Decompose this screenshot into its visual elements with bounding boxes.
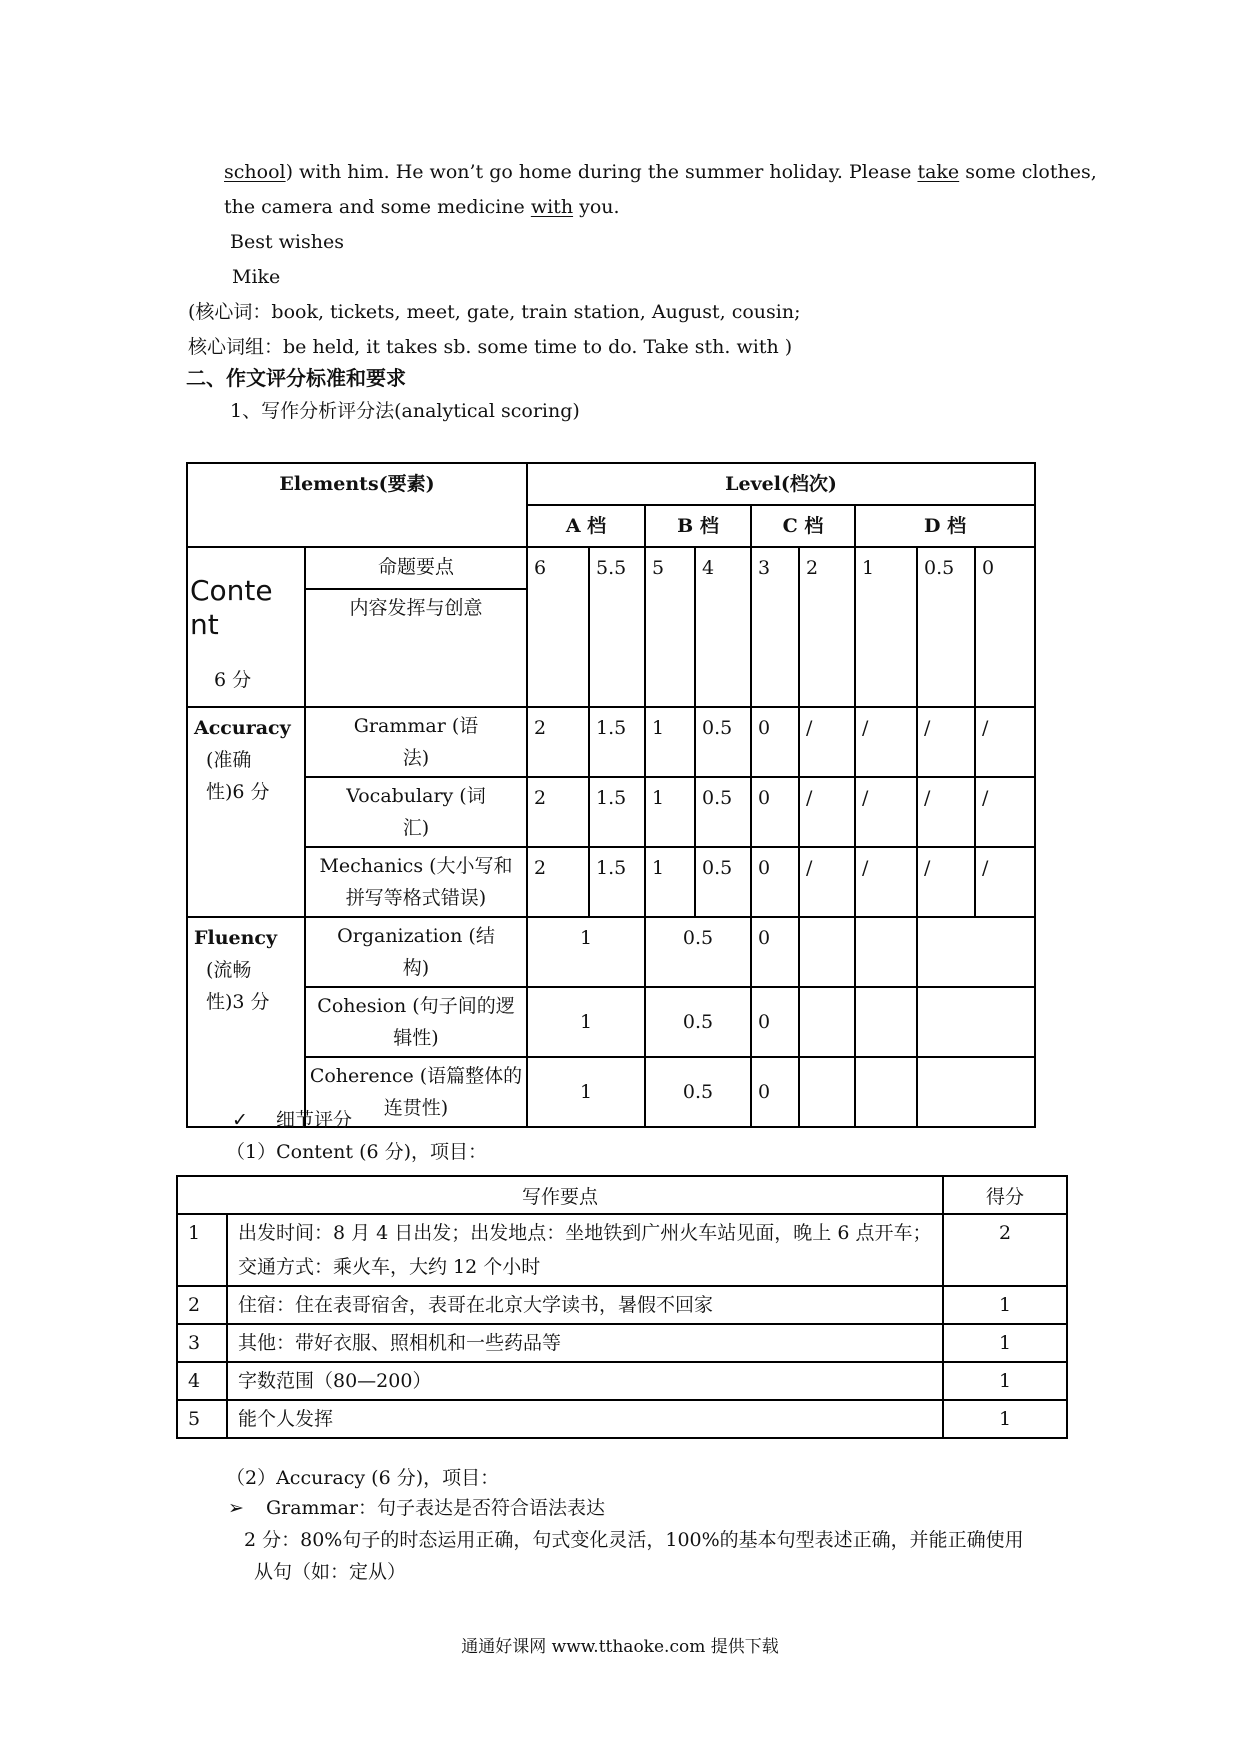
level-cell: 2: [527, 777, 589, 847]
level-cell: 0: [751, 777, 799, 847]
rubric-table: [186, 462, 1036, 1128]
item-score: 1: [943, 1324, 1067, 1362]
item-score: 1: [943, 1400, 1067, 1438]
empty-cell: [917, 917, 1035, 987]
empty-cell: [855, 1057, 917, 1127]
level-cell: 0.5: [695, 847, 751, 917]
content-items-table: [176, 1175, 1068, 1439]
level-cell: 0.5: [645, 1057, 751, 1127]
detail-heading: [232, 1108, 352, 1132]
elements-header: Elements(要素): [187, 463, 527, 547]
item-number: 3: [177, 1324, 227, 1362]
fluency-element: [187, 917, 305, 1127]
item-text: 字数范围（80—200）: [227, 1362, 943, 1400]
underlined-word: take: [917, 161, 960, 183]
core-phrases: 核心词组：be held, it takes sb. some time to do. Take sth. with ): [188, 336, 793, 358]
letter-text: the camera and some medicine: [224, 196, 531, 218]
level-cell: /: [975, 847, 1035, 917]
level-cell: 1: [645, 777, 695, 847]
level-cell: 1: [645, 847, 695, 917]
level-cell: 6: [527, 547, 589, 707]
empty-cell: [799, 1057, 855, 1127]
letter-signature: Mike: [232, 266, 281, 288]
level-cell: 4: [695, 547, 751, 707]
accuracy-row-label: Grammar (语法): [305, 707, 527, 777]
level-cell: 5.5: [589, 547, 645, 707]
level-cell: /: [799, 777, 855, 847]
grade-b: B 档: [645, 505, 751, 547]
grade-c: C 档: [751, 505, 855, 547]
item-number: 5: [177, 1400, 227, 1438]
fluency-row-label: Cohesion (句子间的逻辑性): [305, 987, 527, 1057]
item-number: 4: [177, 1362, 227, 1400]
content-items-cell: [305, 547, 527, 707]
letter-text: some clothes,: [959, 161, 1097, 183]
detail-title: 细节评分: [275, 1109, 352, 1131]
accuracy-desc: (准确性)6 分: [206, 749, 270, 803]
fluency-row-label: Organization (结构): [305, 917, 527, 987]
level-cell: /: [917, 777, 975, 847]
grammar-text: Grammar：句子表达是否符合语法表达: [265, 1497, 606, 1519]
score2-line-2: 从句（如：定从）: [254, 1561, 407, 1583]
accuracy-name: Accuracy: [194, 717, 291, 739]
level-cell: 1: [527, 917, 645, 987]
content-score: 6 分: [214, 669, 252, 691]
level-cell: 5: [645, 547, 695, 707]
level-cell: 1: [527, 987, 645, 1057]
level-cell: 0: [751, 1057, 799, 1127]
item-score: 2: [943, 1214, 1067, 1286]
item-number: 1: [177, 1214, 227, 1286]
level-cell: /: [975, 777, 1035, 847]
item-score: 1: [943, 1362, 1067, 1400]
level-cell: 0.5: [695, 707, 751, 777]
letter-line-1: [224, 160, 1097, 184]
level-cell: 0.5: [917, 547, 975, 707]
item-text: 住宿：住在表哥宿舍，表哥在北京大学读书，暑假不回家: [227, 1286, 943, 1324]
level-cell: 1.5: [589, 707, 645, 777]
empty-cell: [799, 917, 855, 987]
item-text: 出发时间：8 月 4 日出发；出发地点：坐地铁到广州火车站见面，晚上 6 点开车；交通方式：乘火车，大约 12 个小时: [227, 1214, 943, 1286]
level-cell: 1.5: [589, 777, 645, 847]
level-cell: /: [799, 707, 855, 777]
empty-cell: [917, 987, 1035, 1057]
level-cell: 1: [645, 707, 695, 777]
letter-line-2: [224, 195, 620, 219]
level-cell: 0.5: [645, 987, 751, 1057]
level-cell: 2: [527, 707, 589, 777]
empty-cell: [917, 1057, 1035, 1127]
level-cell: /: [799, 847, 855, 917]
letter-text: you.: [573, 196, 620, 218]
core-words: (核心词：book, tickets, meet, gate, train station, August, cousin;: [188, 301, 801, 323]
fluency-name: Fluency: [194, 927, 278, 949]
section-subtitle: 1、写作分析评分法(analytical scoring): [230, 400, 580, 422]
empty-cell: [799, 987, 855, 1057]
items-header-points: 写作要点: [177, 1176, 943, 1214]
level-cell: 2: [527, 847, 589, 917]
level-cell: 0: [751, 987, 799, 1057]
content-item-2: 内容发挥与创意: [349, 597, 483, 619]
score2-line-1: 2 分：80%句子的时态运用正确，句式变化灵活，100%的基本句型表述正确，并能正确使用: [244, 1529, 1024, 1551]
level-cell: /: [917, 707, 975, 777]
level-cell: 0.5: [645, 917, 751, 987]
underlined-word: school: [224, 161, 286, 183]
level-cell: 3: [751, 547, 799, 707]
grade-a: A 档: [527, 505, 645, 547]
level-cell: 2: [799, 547, 855, 707]
accuracy-element: [187, 707, 305, 917]
level-cell: 0: [751, 847, 799, 917]
empty-cell: [855, 917, 917, 987]
grammar-line: [228, 1496, 605, 1520]
level-cell: /: [975, 707, 1035, 777]
accuracy-heading: （2）Accuracy (6 分)，项目：: [226, 1467, 500, 1489]
content-name: Conte nt: [190, 574, 273, 641]
item-number: 2: [177, 1286, 227, 1324]
items-header-score: 得分: [943, 1176, 1067, 1214]
level-cell: /: [855, 777, 917, 847]
letter-closing: Best wishes: [230, 231, 344, 253]
level-header: Level(档次): [527, 463, 1035, 505]
underlined-word: with: [530, 196, 574, 218]
empty-cell: [855, 987, 917, 1057]
item-text: 能个人发挥: [227, 1400, 943, 1438]
letter-text: ) with him. He won’t go home during the summer holiday. Please: [285, 161, 918, 183]
footer: 通通好课网 www.tthaoke.com 提供下载: [461, 1637, 779, 1657]
fluency-row-label: Coherence (语篇整体的连贯性): [305, 1057, 527, 1127]
level-cell: 0: [751, 917, 799, 987]
item-score: 1: [943, 1286, 1067, 1324]
grade-d: D 档: [855, 505, 1035, 547]
level-cell: /: [855, 847, 917, 917]
level-cell: 1.5: [589, 847, 645, 917]
level-cell: 1: [527, 1057, 645, 1127]
fluency-desc: (流畅性)3 分: [206, 959, 270, 1013]
content-item-1: 命题要点: [306, 548, 526, 590]
level-cell: /: [855, 707, 917, 777]
section-title: 二、作文评分标准和要求: [186, 366, 406, 390]
level-cell: 0: [751, 707, 799, 777]
accuracy-row-label: Vocabulary (词汇): [305, 777, 527, 847]
content-heading: （1）Content (6 分)，项目：: [226, 1141, 488, 1163]
level-cell: 0.5: [695, 777, 751, 847]
level-cell: 0: [975, 547, 1035, 707]
check-icon: ✓: [232, 1109, 248, 1131]
accuracy-row-label: Mechanics (大小写和拼写等格式错误): [305, 847, 527, 917]
content-element: [187, 547, 305, 707]
level-cell: 1: [855, 547, 917, 707]
arrow-icon: ➢: [228, 1497, 244, 1519]
item-text: 其他：带好衣服、照相机和一些药品等: [227, 1324, 943, 1362]
level-cell: /: [917, 847, 975, 917]
